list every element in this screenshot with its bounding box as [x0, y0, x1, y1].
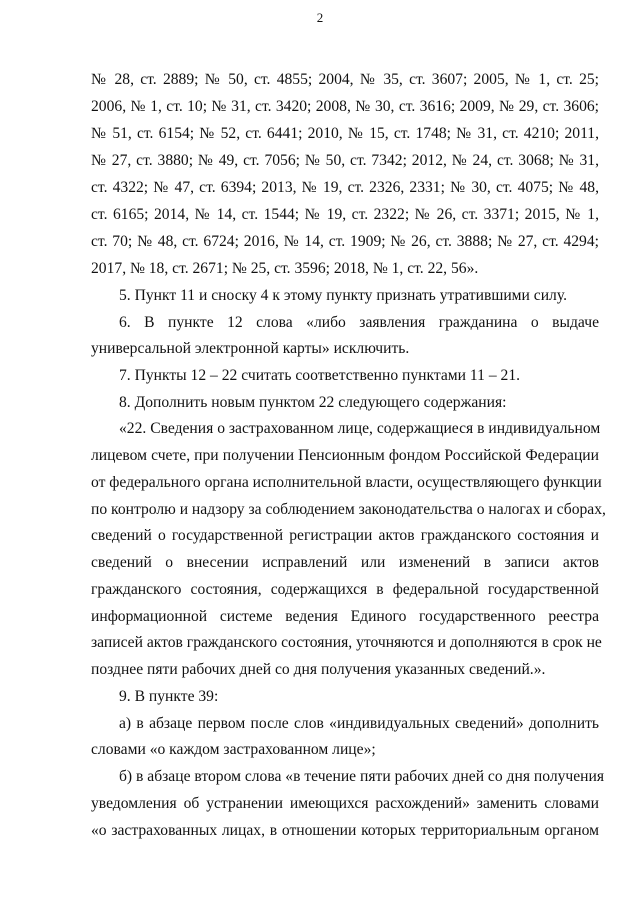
page-number: 2 [316, 10, 324, 25]
text-line: лицевом счете, при получении Пенсионным фондом Российской Федерации [91, 447, 599, 464]
text-line: по контролю и надзору за соблюдением законодательства о налогах и сборах, [91, 501, 606, 518]
text-line: № 51, ст. 6154; № 52, ст. 6441; 2010, № 15, ст. 1748; № 31, ст. 4210; 2011, [91, 125, 599, 142]
text-line: записей актов гражданского состояния, уточняются и дополняются в срок не [91, 634, 602, 651]
text-line: сведений о государственной регистрации актов гражданского состояния и [91, 527, 599, 544]
text-line: 9. В пункте 39: [119, 688, 219, 705]
text-line: 6. В пункте 12 слова «либо заявления гражданина о выдаче [119, 314, 599, 331]
text-line: 2017, № 18, ст. 2671; № 25, ст. 3596; 2018, № 1, ст. 22, 56». [91, 260, 479, 277]
text-line: от федерального органа исполнительной власти, осуществляющего функции [91, 474, 602, 491]
text-line: б) в абзаце втором слова «в течение пяти рабочих дней со дня получения [119, 768, 605, 785]
text-line: «22. Сведения о застрахованном лице, содержащиеся в индивидуальном [119, 420, 601, 437]
text-line: 7. Пункты 12 – 22 считать соответственно пунктами 11 – 21. [119, 367, 521, 384]
text-line: ст. 70; № 48, ст. 6724; 2016, № 14, ст. 1909; № 26, ст. 3888; № 27, ст. 4294; [91, 233, 599, 250]
text-line: 8. Дополнить новым пунктом 22 следующего содержания: [119, 394, 507, 411]
text-line: № 28, ст. 2889; № 50, ст. 4855; 2004, № 35, ст. 3607; 2005, № 1, ст. 25; [91, 71, 599, 88]
text-line: универсальной электронной карты» исключить. [91, 340, 410, 357]
text-line: «о застрахованных лицах, в отношении которых территориальным органом [91, 822, 599, 839]
text-line: ст. 4322; № 47, ст. 6394; 2013, № 19, ст. 2326, 2331; № 30, ст. 4075; № 48, [91, 179, 599, 196]
text-line: ст. 6165; 2014, № 14, ст. 1544; № 19, ст. 2322; № 26, ст. 3371; 2015, № 1, [91, 206, 599, 223]
text-line: словами «о каждом застрахованном лице»; [91, 741, 376, 758]
text-line: позднее пяти рабочих дней со дня получения указанных сведений.». [91, 661, 546, 678]
text-line: 5. Пункт 11 и сноску 4 к этому пункту признать утратившими силу. [119, 287, 567, 304]
text-line: 2006, № 1, ст. 10; № 31, ст. 3420; 2008, № 30, ст. 3616; 2009, № 29, ст. 3606; [91, 98, 599, 115]
text-line: информационной системе ведения Единого государственного реестра [91, 608, 599, 625]
text-line: № 27, ст. 3880; № 49, ст. 7056; № 50, ст. 7342; 2012, № 24, ст. 3068; № 31, [91, 152, 599, 169]
text-line: сведений о внесении исправлений или изменений в записи актов [91, 554, 599, 571]
text-line: уведомления об устранении имеющихся расхождений» заменить словами [91, 795, 599, 812]
text-line: гражданского состояния, содержащихся в федеральной государственной [91, 581, 599, 598]
text-line: а) в абзаце первом после слов «индивидуальных сведений» дополнить [119, 715, 599, 732]
